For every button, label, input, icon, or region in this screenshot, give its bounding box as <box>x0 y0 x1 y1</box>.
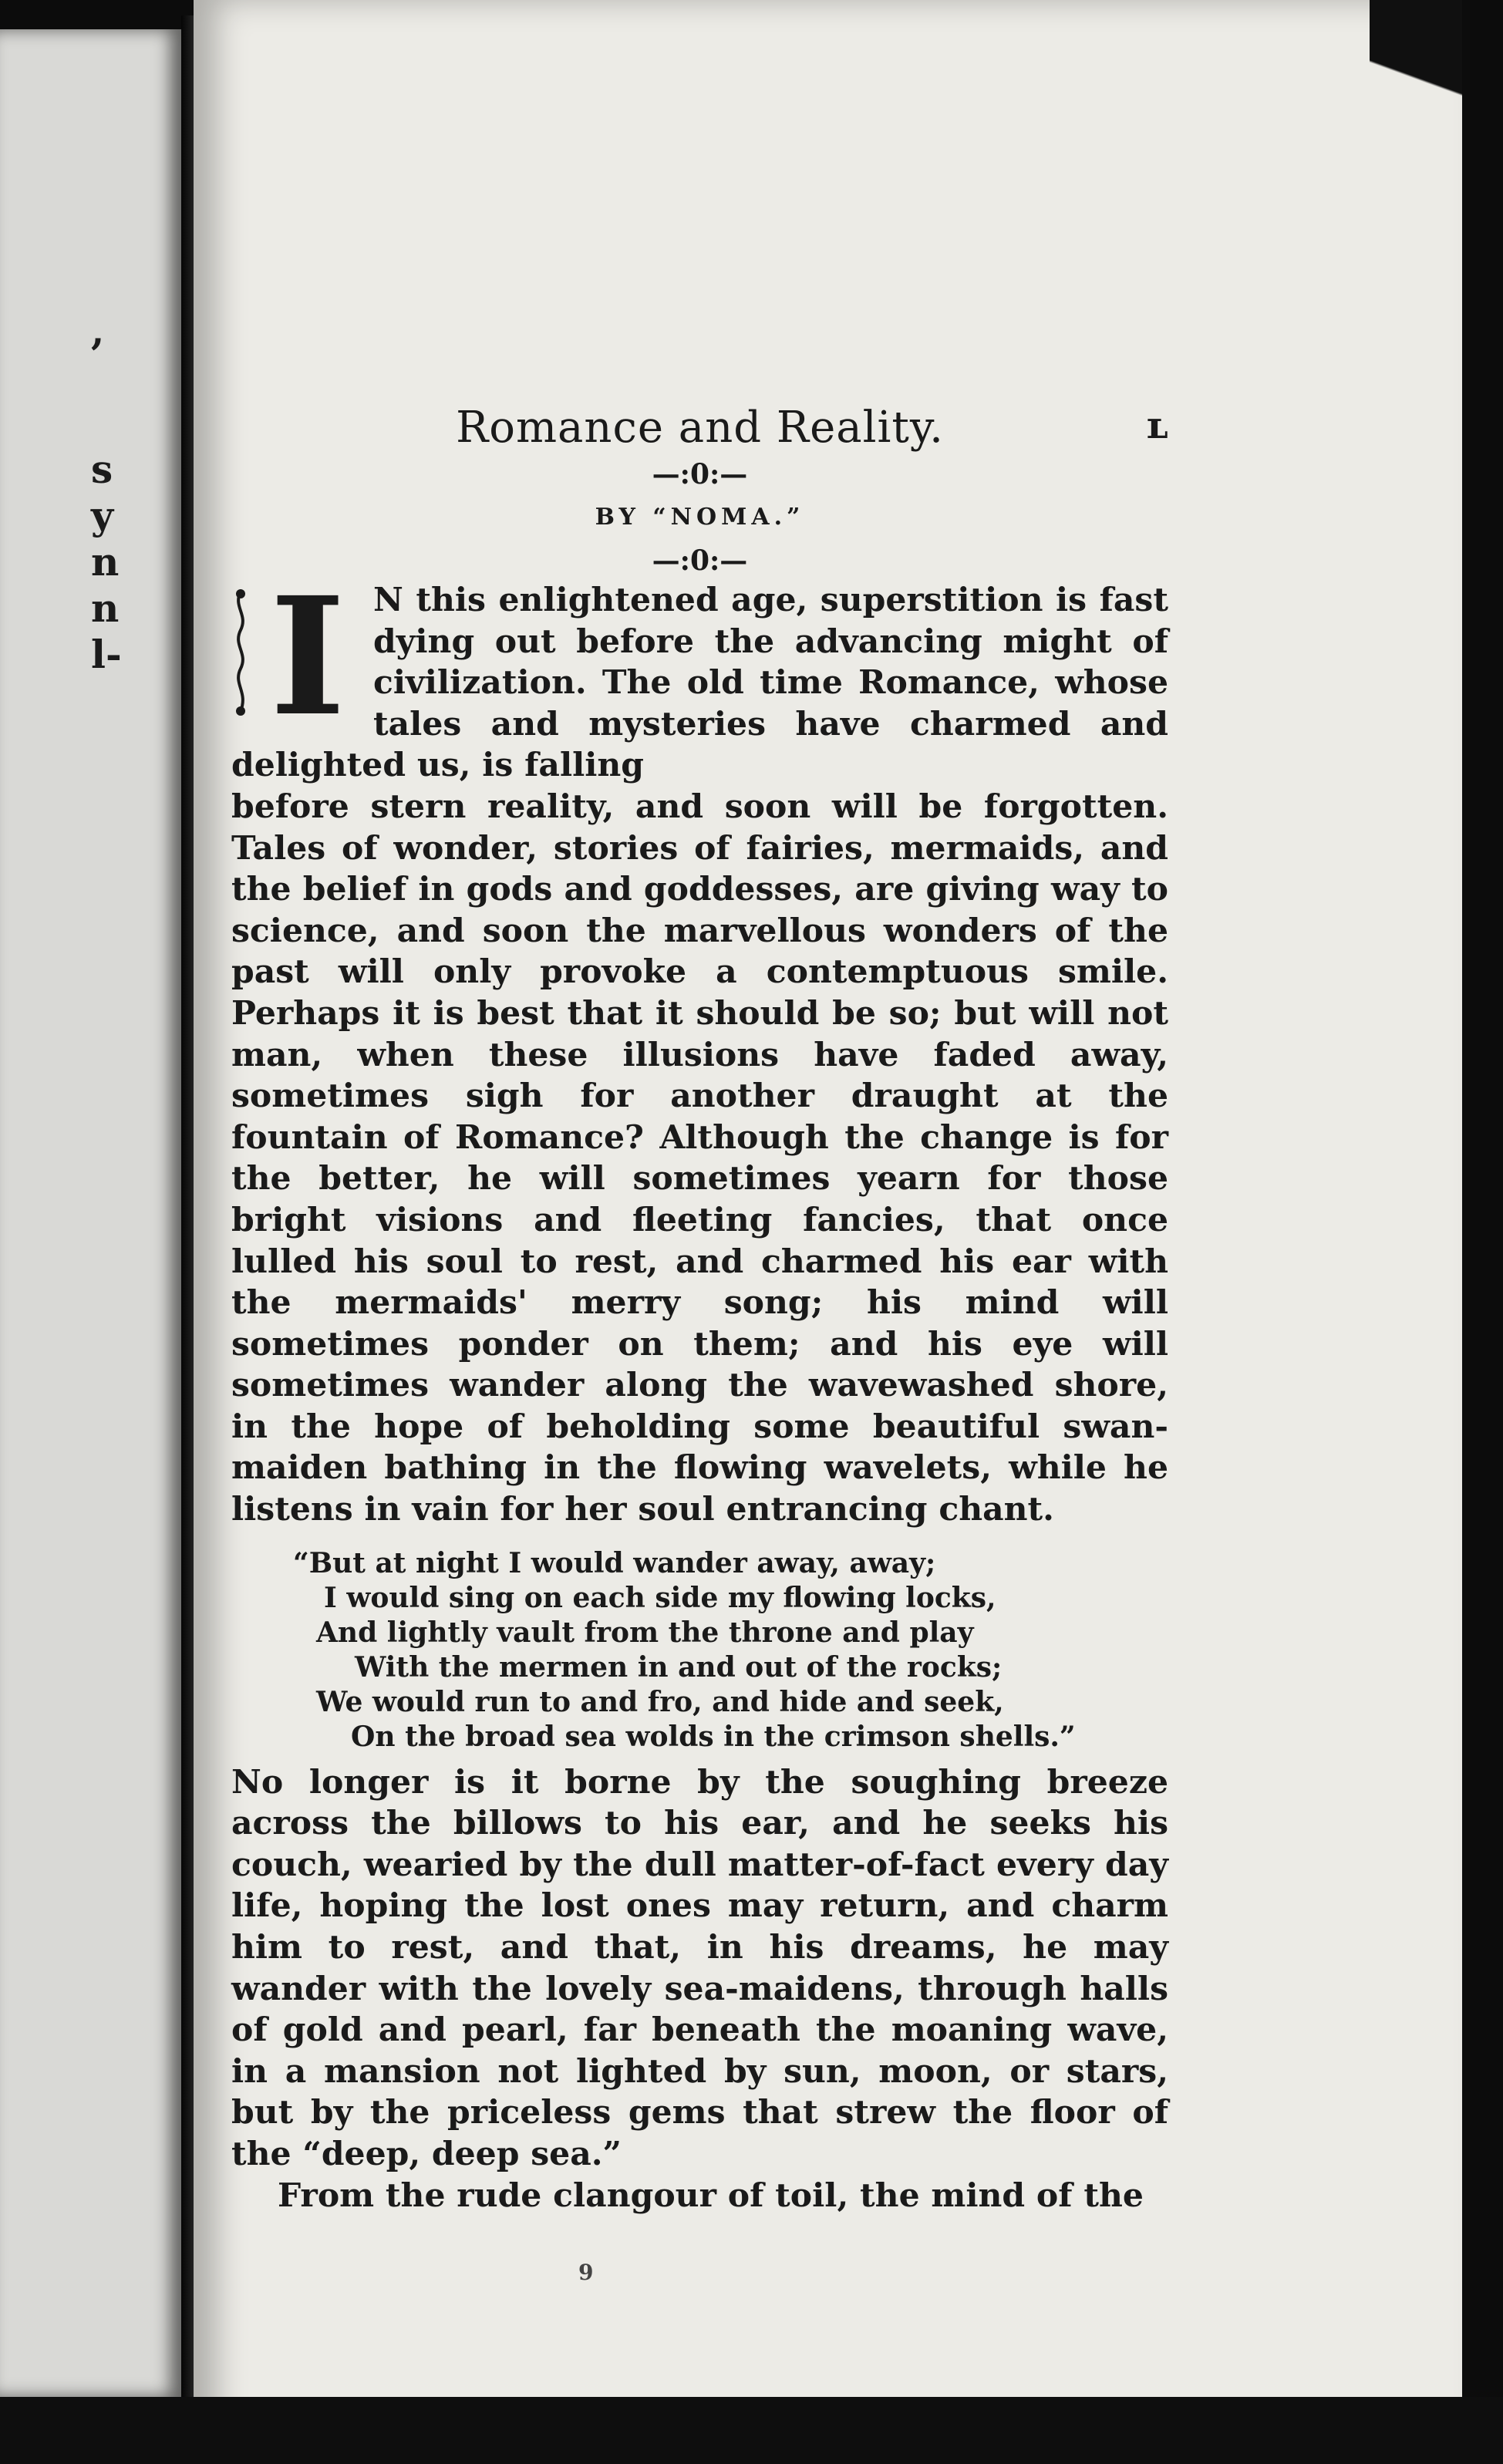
poem-line: On the broad sea wolds in the crimson shells.” <box>351 1720 1076 1753</box>
article-title: Romance and Reality. <box>456 403 944 453</box>
article <box>231 401 1168 2216</box>
separator: —:0:— <box>652 544 748 577</box>
scan-bottom-edge <box>0 2397 1503 2464</box>
paragraph-body: From the rude clangour of toil, the mind of the <box>278 2176 1144 2215</box>
left-page-fragment: n <box>91 539 120 585</box>
poem-line: And lightly vault from the throne and play <box>316 1616 974 1649</box>
paragraph-body: before stern reality, and soon will be forgotten. Tales of wonder, stories of fairies, mermaids, and the belief in gods and goddesses, are giving way to science, and soon the marvellous wonders of the past will only provoke a contemptuous smile. Perhaps it is best that it should be so; but will not man, when these illusions have faded away, sometimes sigh for another draught at the fountain of Romance? Although the change is for the better, he will sometimes yearn for those bright visions and fleeting fancies, that once lulled his soul to rest, and charmed his ear with the mermaids' merry song; his mind will sometimes ponder on them; and his eye will sometimes wander along the wavewashed shore, in the hope of beholding some beautiful swan-maiden bathing in the flowing wavelets, while he listens in vain for her soul entrancing chant. <box>231 787 1168 1529</box>
ornament-icon <box>231 588 250 719</box>
margin-mark: ʟ <box>1145 404 1168 447</box>
poem-line: “But at night I would wander away, away; <box>293 1546 936 1579</box>
book-gutter <box>181 15 194 2414</box>
poem-line: We would run to and fro, and hide and seek, <box>316 1685 1004 1718</box>
left-page-fragment: y <box>91 493 114 538</box>
poem-quote <box>231 1546 1168 1754</box>
first-paragraph <box>231 561 1168 1531</box>
poem-line: I would sing on each side my flowing locks, <box>324 1581 996 1614</box>
left-page-fragment: s <box>91 447 113 492</box>
poem-line: With the mermen in and out of the rocks; <box>355 1650 1003 1684</box>
left-page-fragment: , <box>91 308 105 353</box>
paragraph-opening: N this enlightened age, superstition is fast dying out before the advancing might of civilization. The old time Romance, whose tales and mysteries have charmed and delighted us, is falling <box>231 581 1168 785</box>
left-page-edge <box>0 29 181 2397</box>
separator: —:0:— <box>652 458 748 490</box>
page-number: 9 <box>578 2260 594 2285</box>
page-corner-tear <box>1370 0 1462 201</box>
byline: BY “NOMA.” <box>595 504 805 531</box>
left-page-fragment: n <box>91 585 120 631</box>
left-page-fragment: l- <box>91 632 122 677</box>
paragraph-body: No longer is it borne by the soughing breeze across the billows to his ear, and he seeks his couch, wearied by the dull matter-of-fact every day life, hoping the lost ones may return, and charm him to rest, and that, in his dreams, he may wander with the lovely sea-maidens, through halls of gold and pearl, far beneath the moaning wave, in a mansion not lighted by sun, moon, or stars, but by the priceless gems that strew the floor of the “deep, deep sea.” <box>231 1762 1168 2173</box>
drop-cap: I <box>269 561 346 752</box>
